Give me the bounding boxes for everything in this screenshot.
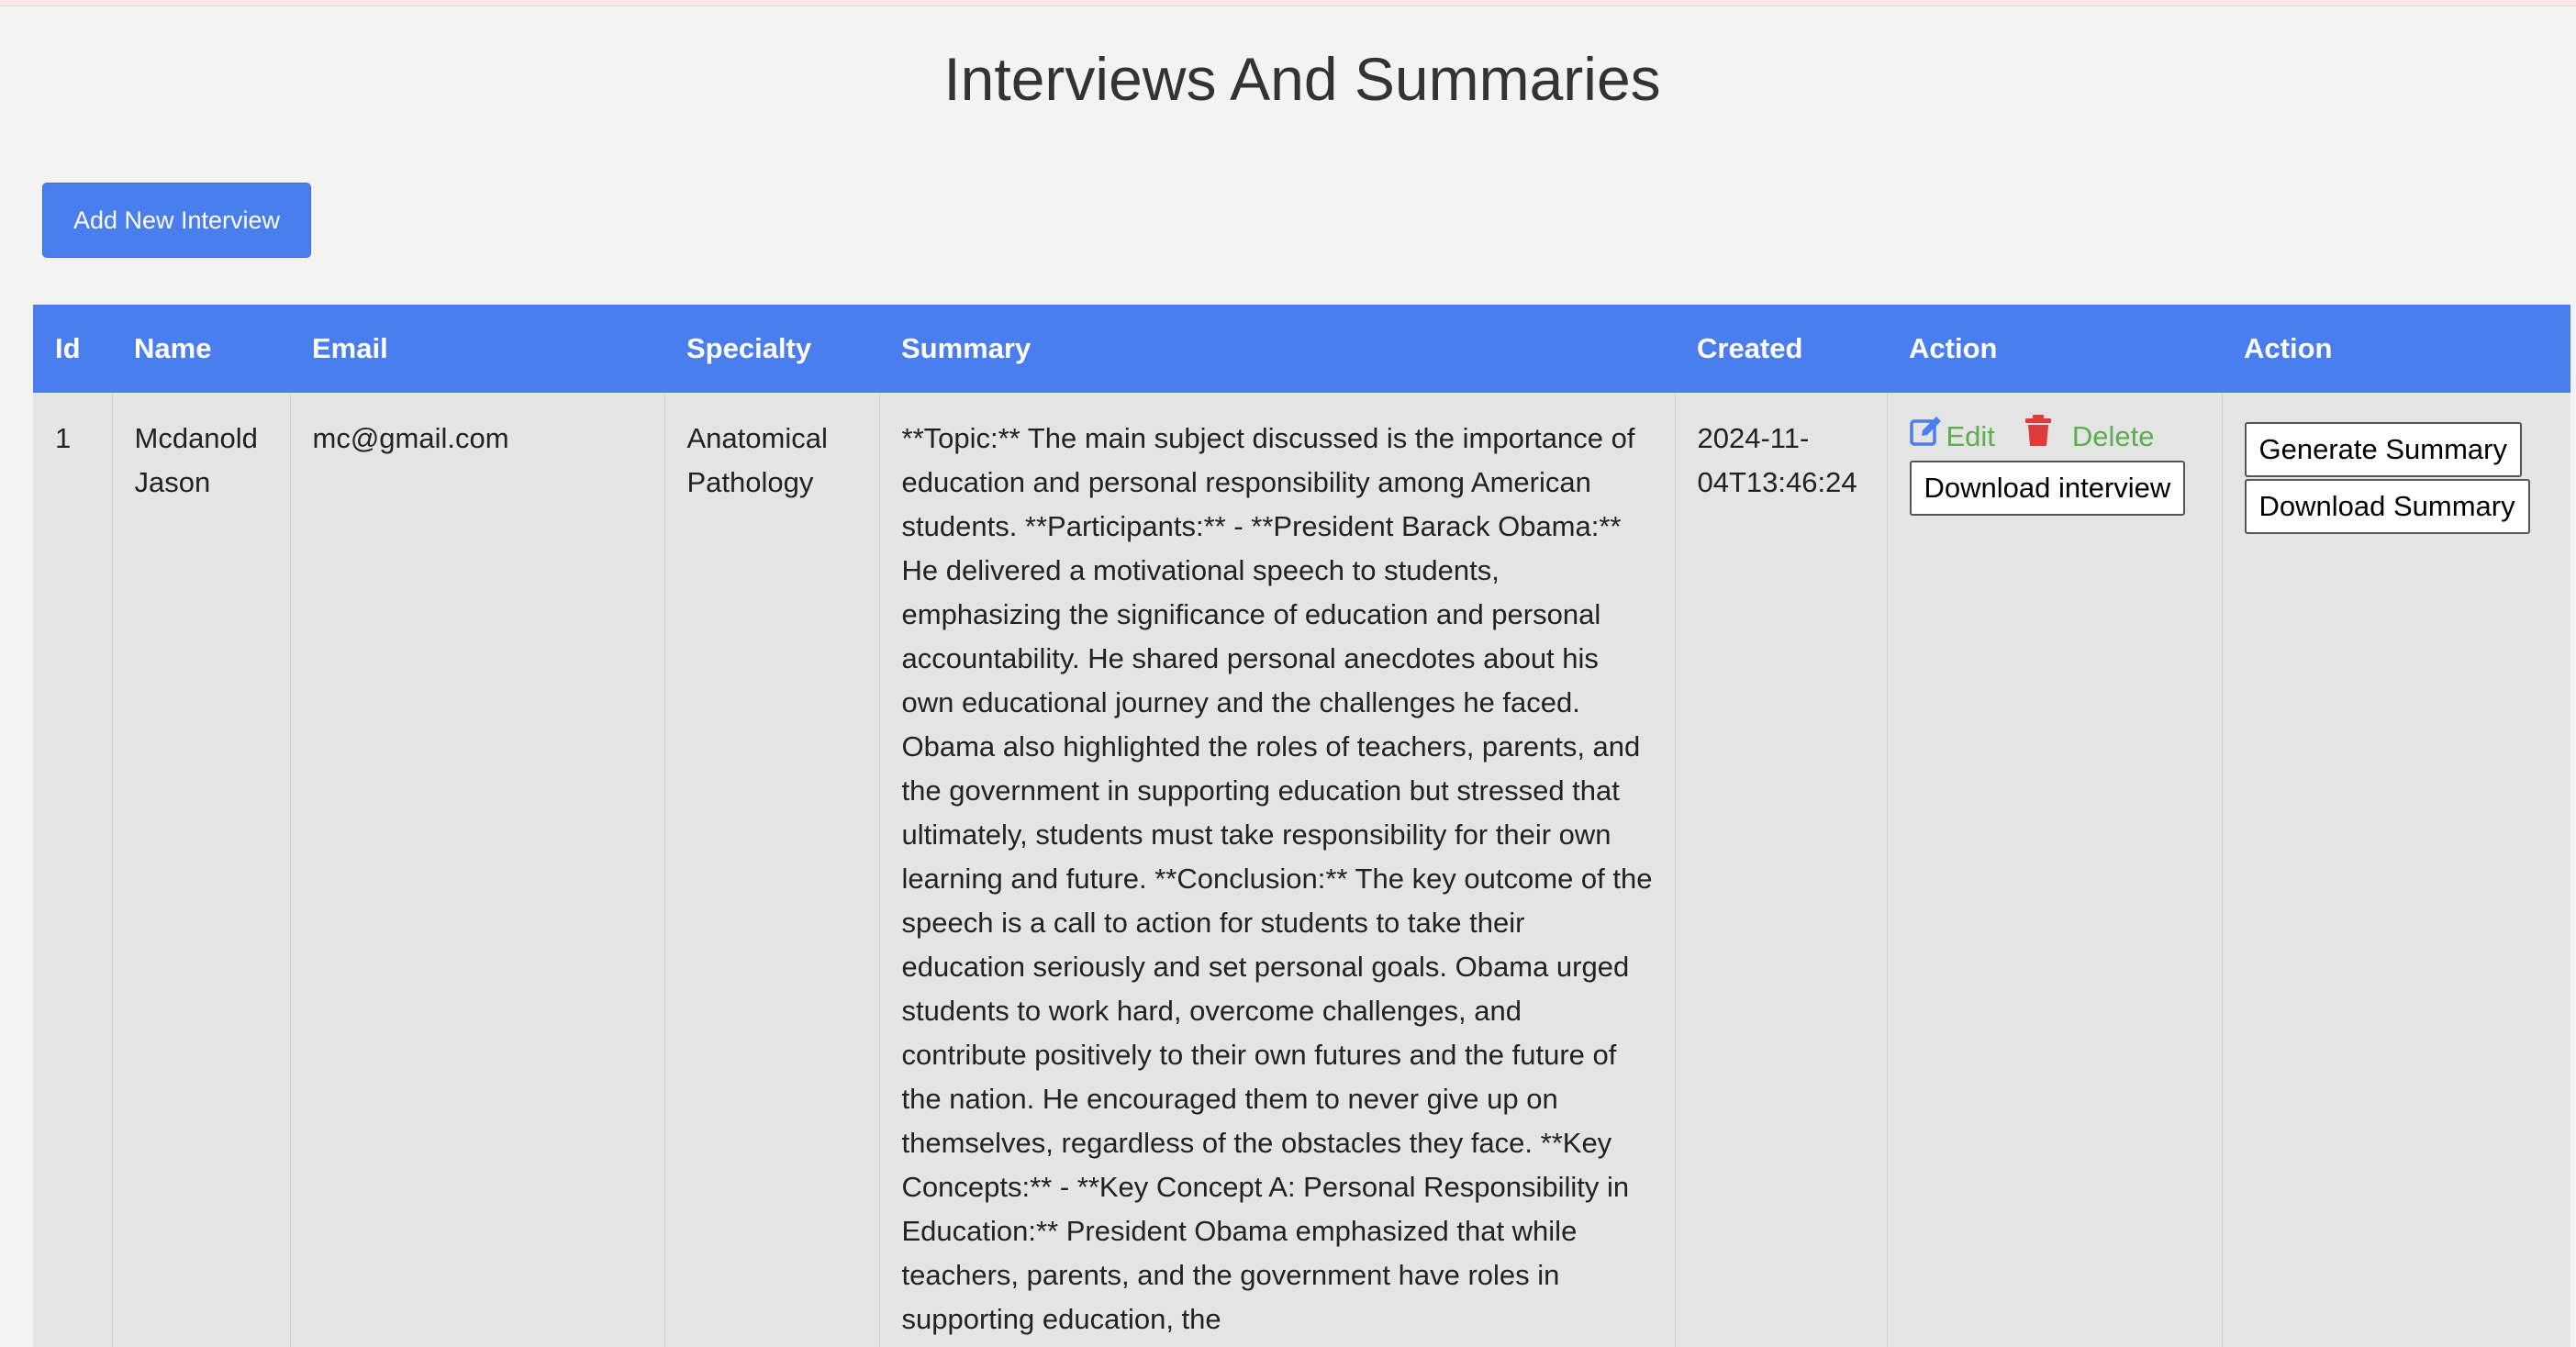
download-interview-button[interactable]: Download interview	[1910, 461, 2186, 516]
column-header-action-2[interactable]: Action	[2222, 305, 2570, 393]
cell-created: 2024-11-04T13:46:24	[1675, 393, 1887, 1347]
column-header-id[interactable]: Id	[33, 305, 112, 393]
summary-text: **Topic:** The main subject discussed is the importance of education and personal responsibility among American students. **Participants:** - **President Barack Obama:** He delivered a motivational speech to students, emphasizing the significance of education and personal accountability. He shared personal anecdotes about his own educational journey and the challenges he faced. Obama also highlighted the roles of teachers, parents, and the government in supporting education but stressed that ultimately, students must take responsibility for their own learning and future. **Conclusion:** The key outcome of the speech is a call to action for students to take their education seriously and set personal goals. Obama urged students to work hard, overcome challenges, and contribute positively to their own futures and the future of the nation. He encouraged them to never give up on themselves, regardless of the obstacles they face. **Key Concepts:** - **Key Concept A: Personal Responsibility in Education:** President Obama emphasized that while teachers, parents, and the government have roles in supporting education, the	[901, 422, 1653, 1335]
column-header-summary[interactable]: Summary	[879, 305, 1675, 393]
column-header-created[interactable]: Created	[1675, 305, 1887, 393]
download-summary-button[interactable]: Download Summary	[2245, 479, 2530, 534]
cell-actions	[1887, 393, 2222, 1347]
cell-summary	[879, 393, 1675, 1347]
cell-name: Mcdanold Jason	[112, 393, 290, 1347]
page-title: Interviews And Summaries	[943, 45, 1661, 113]
cell-id: 1	[33, 393, 112, 1347]
cell-summary-actions	[2222, 393, 2570, 1347]
add-new-interview-button[interactable]: Add New Interview	[42, 183, 311, 258]
column-header-specialty[interactable]: Specialty	[664, 305, 879, 393]
column-header-name[interactable]: Name	[112, 305, 290, 393]
edit-link[interactable]: Edit	[1946, 420, 1995, 452]
column-header-action[interactable]: Action	[1887, 305, 2222, 393]
delete-link[interactable]: Delete	[2071, 420, 2155, 452]
cell-email: mc@gmail.com	[290, 393, 664, 1347]
generate-summary-button[interactable]: Generate Summary	[2245, 422, 2523, 477]
column-header-email[interactable]: Email	[290, 305, 664, 393]
table-header-row	[33, 305, 2570, 393]
top-border	[0, 0, 2576, 6]
edit-icon[interactable]	[1910, 414, 1945, 460]
trash-icon[interactable]	[2024, 414, 2052, 460]
table-row	[33, 393, 2570, 1347]
interviews-table	[33, 305, 2570, 1347]
cell-specialty: Anatomical Pathology	[664, 393, 879, 1347]
edit-delete-line	[1910, 417, 2200, 457]
